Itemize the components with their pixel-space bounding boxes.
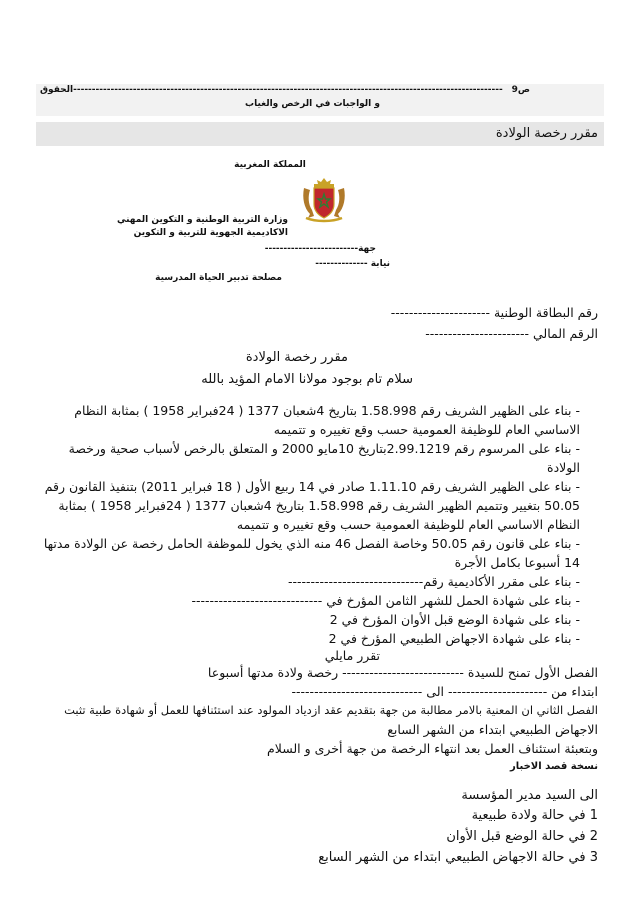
body-line: 50.05 بتغيير وتتميم الظهير الشريف رقم 1.58.998 بتاريخ 4شعبان 1377 ( 24فبراير 1958 ) بمثابة (58, 498, 580, 513)
body-line: 14 أسبوعا بكامل الأجرة (454, 555, 580, 570)
body-line: - بناء على شهادة الاجهاض الطبيعي المؤرخ في 2 (328, 631, 580, 646)
section-subtitle: و الواجبات في الرخص والغياب (245, 99, 380, 109)
recipient-item: 3 في حالة الاجهاض الطبيعي ابتداء من الشهر السابع (318, 850, 598, 865)
body-line: النظام الاساسي العام للوظيفة العمومية حسب وقع تغييره و تتميمه (236, 517, 580, 532)
article-two-line: الفصل الثاني ان المعنية بالامر مطالبة من جهة بتقديم عقد ازدياد المولود عند استئنافها للعمل أو شهادة طبية تثبت (64, 703, 598, 717)
body-line: - بناء على قانون رقم 50.05 وخاصة الفصل 46 منه الذي يخول للموظفة الحامل رخصة عن الولادة مدتها (43, 536, 580, 551)
ministry-label: وزارة التربية الوطنية و التكوين المهني (117, 215, 288, 225)
delegation-label: نيابة -------------- (315, 259, 390, 269)
body-line: الولادة (547, 460, 580, 475)
closing-line: وبتعبئة استئناف العمل بعد انتهاء الرخصة من جهة أخرى و السلام (267, 741, 598, 756)
region-label: جهة------------------------- (264, 244, 376, 254)
body-line: - بناء على المرسوم رقم 2.99.1219بتاريخ 10مايو 2000 و المتعلق بالرخص لأسباب صحية ورخصة (68, 441, 580, 456)
recipient-item: 2 في حالة الوضع قبل الأوان (446, 829, 598, 844)
article-two-line: الاجهاض الطبيعي ابتداء من الشهر السابع (387, 722, 598, 737)
moroccan-emblem-icon (296, 174, 352, 224)
header-line (40, 85, 600, 97)
body-line: - بناء على شهادة الوضع قبل الأوان المؤرخ في 2 (329, 612, 580, 627)
section-rights-label: -------------------------------------------------------------------------------------------------------------------الحقوق (40, 85, 503, 95)
body-line: - بناء على مقرر الأكاديمية رقم------------------------------ (287, 574, 580, 589)
body-line: - بناء على الظهير الشريف رقم 1.11.10 صادر في 14 ربيع الأول ( 18 فبراير 2011) بتنفيذ القانون رقم (44, 479, 580, 494)
greeting-line: سلام تام بوجود مولانا الامام المؤيد بالله (201, 372, 413, 387)
kingdom-label: المملكة المغربية (234, 160, 306, 170)
national-id-field: رقم البطاقة الوطنية ---------------------- (390, 305, 598, 320)
decision-clause: تقرر مايلي (324, 648, 380, 663)
article-one-line: الفصل الأول تمنح للسيدة --------------------------- رخصة ولادة مدتها أسبوعا (207, 665, 598, 680)
academy-label: الاكاديمية الجهوية للتربية و التكوين (133, 228, 288, 238)
decision-title: مقرر رخصة الولادة (245, 350, 348, 365)
page-label: ص9 (511, 85, 530, 95)
financial-number-field: الرقم المالي ----------------------- (425, 326, 598, 341)
body-line: - بناء على شهادة الحمل للشهر الثامن المؤرخ في ----------------------------- (191, 593, 580, 608)
service-label: مصلحة تدبير الحياة المدرسية (155, 273, 282, 283)
copy-label: نسخة قصد الاخبار (509, 761, 598, 772)
section-title: مقرر رخصة الولادة (495, 126, 598, 141)
recipient-title: الى السيد مدير المؤسسة (461, 788, 598, 803)
body-line: - بناء على الظهير الشريف رقم 1.58.998 بتاريخ 4شعبان 1377 ( 24فبراير 1958 ) بمثابة النظام (74, 403, 580, 418)
article-one-dates: ابتداء من ---------------------- الى ----------------------------- (291, 684, 598, 699)
recipient-item: 1 في حالة ولادة طبيعية (471, 808, 598, 823)
body-line: الاساسي العام للوظيفة العمومية حسب وقع تغييره و تتميمه (273, 422, 580, 437)
